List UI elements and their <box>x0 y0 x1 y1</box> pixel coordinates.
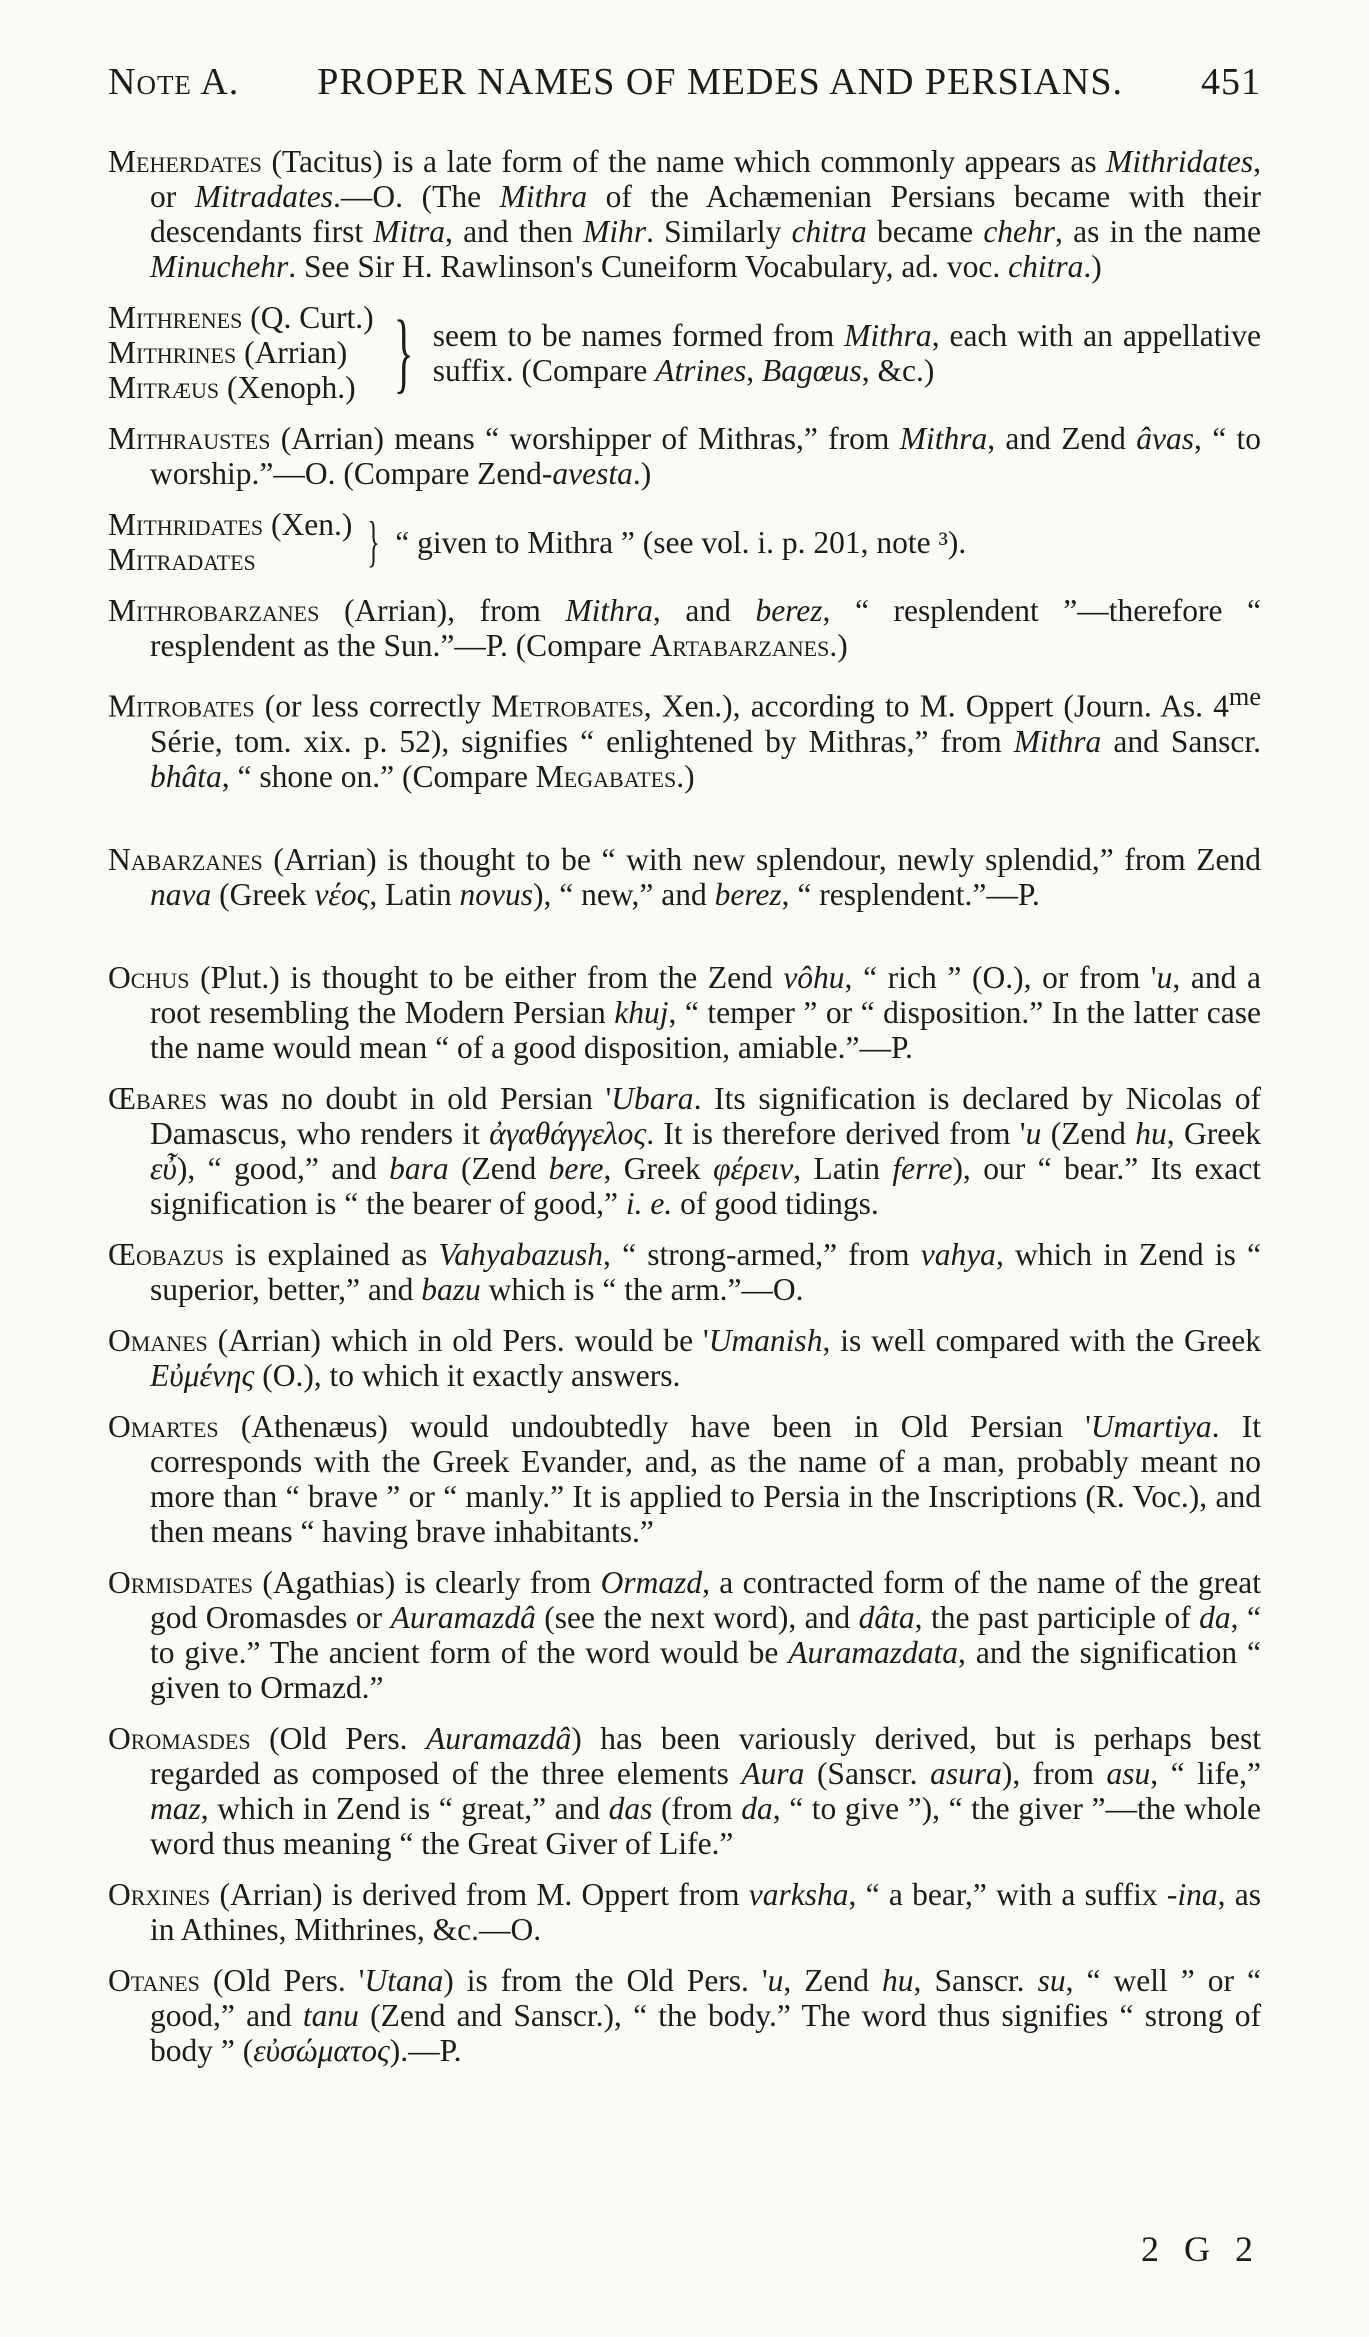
entry-mithrobarzanes: Mithrobarzanes (Arrian), from Mithra, and berez, “ resplendent ”—therefore “ resplendent as the Sun.”—P. (Compare Artabarzanes.) <box>108 593 1262 663</box>
headword-list: Mithridates (Xen.) Mitradates <box>108 507 353 577</box>
entry-headword: Oromasdes <box>108 1720 251 1756</box>
running-header <box>108 60 1261 104</box>
entry-definition: “ given to Mithra ” (see vol. i. p. 201, note ³). <box>395 524 967 560</box>
entry-headword: Mithrines <box>108 335 237 370</box>
entry-mithraustes: Mithraustes (Arrian) means “ worshipper of Mithras,” from Mithra, and Zend âvas, “ to worship.”—O. (Compare Zend-avesta.) <box>108 421 1261 491</box>
entry-headword: Œobazus <box>108 1236 225 1272</box>
entry-mithridates-group <box>108 507 1261 577</box>
entry-ochus: Ochus (Plut.) is thought to be either from the Zend vôhu, “ rich ” (O.), or from 'u, and a root resembling the Modern Persian khuj, “ temper ” or “ disposition.” In the latter case the name would mean “ of a good disposition, amiable.”—P. <box>108 959 1262 1065</box>
entry-headword: Mithrobarzanes <box>108 593 320 628</box>
entry-mitrobates: Mitrobates (or less correctly Metrobates, Xen.), according to M. Oppert (Journ. As. $4^{me}$ Série, tom. xix. p. 52), signifies “ enlightened by Mithras,” from Mithra and Sanscr. bhâta, “ shone on.” (Compare Megabates.) <box>108 682 1261 794</box>
printer-signature: 2 G 2 <box>1141 2229 1261 2269</box>
entry-headword: Otanes <box>108 1962 200 1998</box>
entry-headword: Omanes <box>108 1322 208 1358</box>
headword-list: Mithrenes (Q. Curt.) Mithrines (Arrian) Mitræus (Xenoph.) <box>108 300 374 405</box>
glossary-entries <box>108 144 1261 2068</box>
entry-orxines: Orxines (Arrian) is derived from M. Oppert from varksha, “ a bear,” with a suffix -ina, as in Athines, Mithrines, &c.—O. <box>108 1876 1261 1947</box>
entry-headword: Mithrenes <box>108 300 243 335</box>
entry-headword: Ochus <box>108 959 190 995</box>
header-note-label: Note A. <box>108 61 240 103</box>
entry-oebares: Œbares was no doubt in old Persian 'Ubara. Its signification is declared by Nicolas of Damascus, who renders it ἀγαθάγγελος. It is therefore derived from 'u (Zend hu, Greek εὖ), “ good,” and bara (Zend bere, Greek φέρειν, Latin ferre), our “ bear.” Its exact signification is “ the bearer of good,” i. e. of good tidings. <box>108 1080 1262 1221</box>
brace-symbol: } <box>393 302 413 402</box>
entry-meherdates: Meherdates (Tacitus) is a late form of the name which commonly appears as Mithridates, or Mitradates.—O. (The Mithra of the Achæmenian Persians became with their descendants first Mitra, and then Mihr. Similarly chitra became chehr, as in the name Minuchehr. See Sir H. Rawlinson's Cuneiform Vocabulary, ad. voc. chitra.) <box>108 144 1261 284</box>
entry-otanes: Otanes (Old Pers. 'Utana) is from the Old Pers. 'u, Zend hu, Sanscr. su, “ well ” or “ good,” and tanu (Zend and Sanscr.), “ the body.” The word thus signifies “ strong of body ” (εὐσώματος).—P. <box>108 1962 1262 2068</box>
entry-headword: Mitræus <box>108 370 220 405</box>
entry-oeobazus: Œobazus is explained as Vahyabazush, “ strong-armed,” from vahya, which in Zend is “ superior, better,” and bazu which is “ the arm.”—O. <box>108 1236 1262 1307</box>
entry-headword: Orxines <box>108 1876 211 1912</box>
entry-headword: Mithraustes <box>108 421 271 456</box>
header-title: PROPER NAMES OF MEDES AND PERSIANS. <box>317 61 1123 103</box>
page-number: 451 <box>1200 61 1261 103</box>
entry-mithrenes-group <box>108 300 1261 405</box>
entry-headword: Œbares <box>108 1080 207 1116</box>
entry-headword: Nabarzanes <box>108 841 263 877</box>
entry-omartes: Omartes (Athenæus) would undoubtedly have been in Old Persian 'Umartiya. It corresponds with the Greek Evander, and, as the name of a man, probably meant no more than “ brave ” or “ manly.” It is applied to Persia in the Inscriptions (R. Voc.), and then means “ having brave inhabitants.” <box>108 1408 1261 1549</box>
entry-nabarzanes: Nabarzanes (Arrian) is thought to be “ with new splendour, newly splendid,” from Zend nava (Greek νέος, Latin novus), “ new,” and berez, “ resplendent.”—P. <box>108 841 1261 912</box>
entry-oromasdes: Oromasdes (Old Pers. Auramazdâ) has been variously derived, but is perhaps best regarded as composed of the three elements Aura (Sanscr. asura), from asu, “ life,” maz, which in Zend is “ great,” and das (from da, “ to give ”), “ the giver ”—the whole word thus meaning “ the Great Giver of Life.” <box>108 1720 1261 1861</box>
entry-definition: seem to be names formed from Mithra, each with an appellative suffix. (Compare Atrines, Bagœus, &c.) <box>432 317 1262 388</box>
entry-headword: Ormisdates <box>108 1564 253 1600</box>
entry-omanes: Omanes (Arrian) which in old Pers. would be 'Umanish, is well compared with the Greek Εὐμένης (O.), to which it exactly answers. <box>108 1322 1261 1393</box>
entry-ormisdates: Ormisdates (Agathias) is clearly from Ormazd, a contracted form of the name of the great god Oromasdes or Auramazdâ (see the next word), and dâta, the past participle of da, “ to give.” The ancient form of the word would be Auramazdata, and the signification “ given to Ormazd.” <box>108 1564 1261 1705</box>
brace-symbol: } <box>367 511 380 573</box>
entry-headword: Omartes <box>108 1408 219 1444</box>
entry-headword: Mithridates <box>108 507 264 542</box>
entry-headword: Mitrobates <box>108 688 255 724</box>
entry-headword: Mitradates <box>108 542 256 577</box>
entry-headword: Meherdates <box>108 144 262 179</box>
